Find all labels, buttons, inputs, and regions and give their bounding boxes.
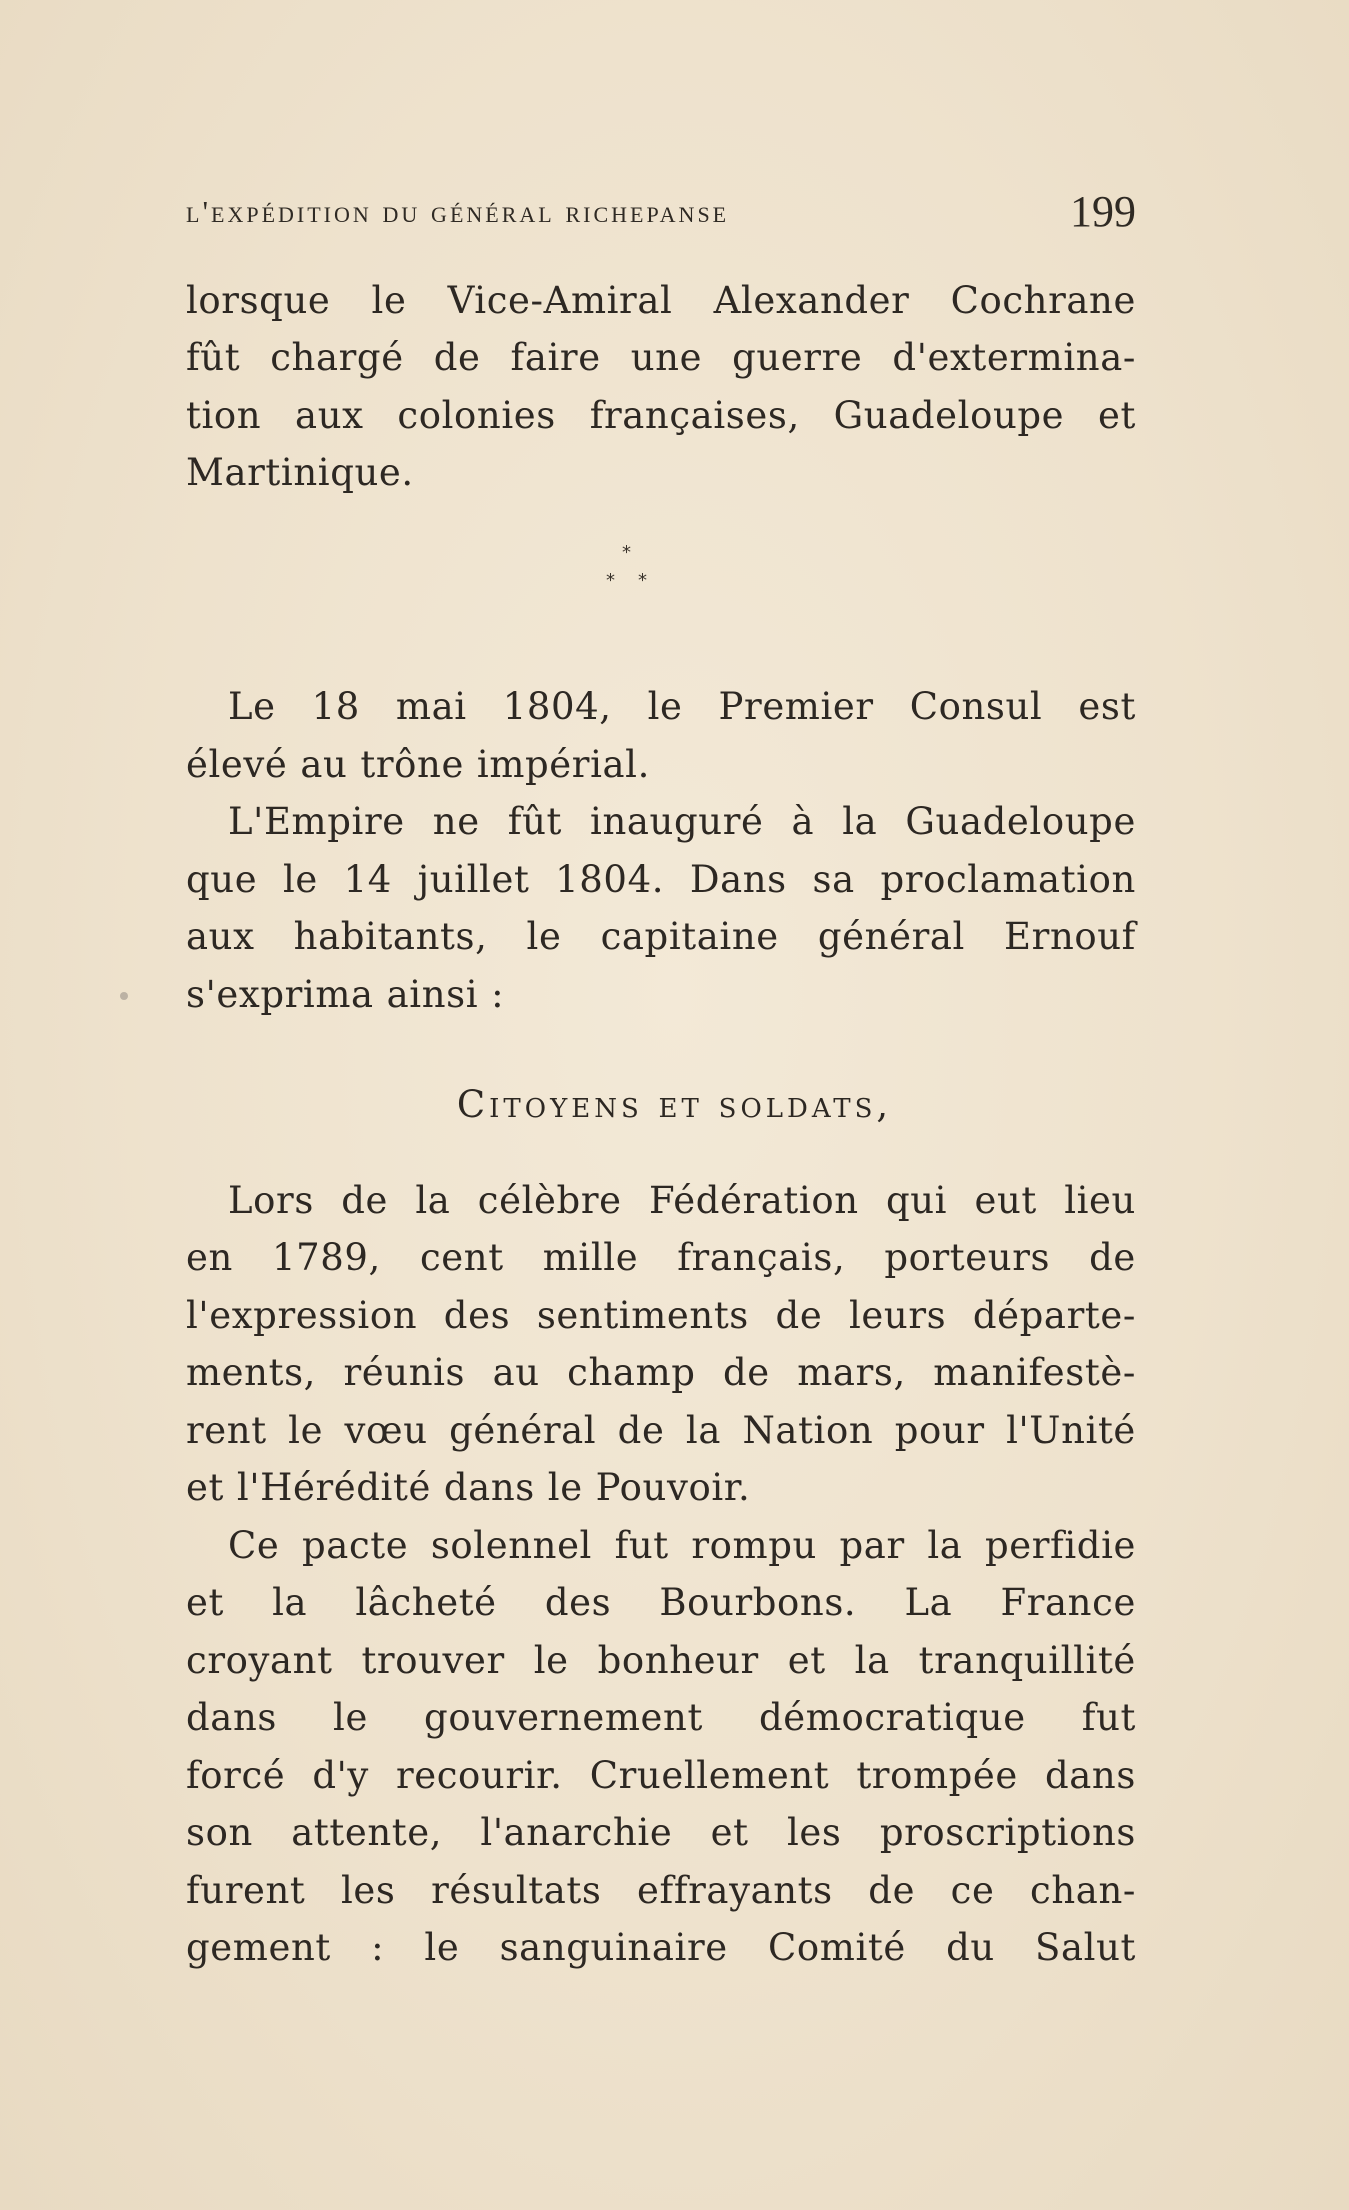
word: le (371, 279, 407, 322)
word: lorsque (186, 279, 331, 322)
word: dans (1044, 1754, 1136, 1797)
word: Nation (742, 1409, 874, 1452)
word: la (415, 1179, 451, 1222)
word: mars, (797, 1351, 906, 1394)
word: cent (419, 1236, 504, 1279)
word: s'exprima (186, 973, 374, 1016)
text-line (186, 1453, 1136, 1509)
word: rent (186, 1409, 267, 1452)
word: la (854, 1639, 890, 1682)
text-line (186, 730, 1136, 786)
word: le (288, 1409, 324, 1452)
word: dans (443, 1466, 535, 1509)
word: son (186, 1811, 253, 1854)
word: de (1089, 1236, 1136, 1279)
word: ne (432, 800, 480, 843)
text-line (186, 1396, 1136, 1452)
text-line (186, 1741, 1136, 1797)
word: au (492, 1351, 540, 1394)
word: du (946, 1926, 995, 1969)
word: de (868, 1869, 916, 1912)
word: Consul (909, 685, 1043, 728)
word: Salut (1035, 1926, 1136, 1969)
word: par (839, 1524, 905, 1567)
word: Pouvoir. (595, 1466, 751, 1509)
word: effrayants (637, 1869, 833, 1912)
word: aux (295, 394, 364, 437)
word: élevé (186, 743, 288, 786)
word: proclamation (880, 858, 1136, 901)
word: chan- (1030, 1869, 1136, 1912)
word: est (1078, 685, 1136, 728)
word: vœu (344, 1409, 428, 1452)
page-number: 199 (1070, 187, 1136, 236)
word: eut (974, 1179, 1037, 1222)
running-title: l'expédition du général richepanse (186, 194, 730, 229)
word: fût (507, 800, 562, 843)
text-line (186, 845, 1136, 901)
word: Guadeloupe (905, 800, 1136, 843)
word: et (186, 1581, 224, 1624)
word: les (340, 1869, 396, 1912)
text-line (186, 960, 1136, 1016)
word: lieu (1064, 1179, 1136, 1222)
word: tion (186, 394, 262, 437)
word: leurs (848, 1294, 947, 1337)
text-line (186, 323, 1136, 379)
word: qui (885, 1179, 948, 1222)
word: démocratique (758, 1696, 1026, 1739)
word: dans (186, 1696, 277, 1739)
word: Vice-Amiral (447, 279, 673, 322)
word: d'y (312, 1754, 369, 1797)
word: juillet (417, 858, 530, 901)
word: capitaine (600, 915, 779, 958)
word: à (791, 800, 815, 843)
word: au (300, 743, 348, 786)
word: perfidie (984, 1524, 1136, 1567)
word: impérial. (476, 743, 650, 786)
word: de (433, 336, 481, 379)
word: 1789, (271, 1236, 381, 1279)
text-line (186, 1626, 1136, 1682)
word: de (341, 1179, 389, 1222)
word: résultats (431, 1869, 602, 1912)
word: L'Empire (228, 800, 405, 843)
word: Comité (767, 1926, 906, 1969)
word: Guadeloupe (833, 394, 1065, 437)
word: départe- (972, 1294, 1136, 1337)
word: Ce (228, 1524, 280, 1567)
word: 1804, (502, 685, 612, 728)
word: une (630, 336, 703, 379)
word: des (544, 1581, 612, 1624)
word: forcé (186, 1754, 286, 1797)
word: guerre (732, 336, 863, 379)
text-line (228, 672, 1136, 728)
word: Cruellement (589, 1754, 830, 1797)
word: sa (812, 858, 855, 901)
text-line (228, 1166, 1136, 1222)
word: France (1000, 1581, 1136, 1624)
word: d'extermina- (892, 336, 1136, 379)
star-ornament: * (622, 542, 631, 563)
word: et (186, 1466, 224, 1509)
word: général (817, 915, 965, 958)
word: sentiments (536, 1294, 749, 1337)
text-line (186, 1281, 1136, 1337)
word: furent (186, 1869, 306, 1912)
text-line (186, 1798, 1136, 1854)
word: croyant (186, 1639, 333, 1682)
word: la (927, 1524, 963, 1567)
word: réunis (343, 1351, 466, 1394)
word: fût (186, 336, 241, 379)
word: le (333, 1696, 368, 1739)
word: bonheur (597, 1639, 759, 1682)
word: gement (186, 1926, 331, 1969)
word: attente, (291, 1811, 443, 1854)
word: le (424, 1926, 460, 1969)
text-line (186, 1223, 1136, 1279)
word: la (685, 1409, 721, 1452)
word: Premier (718, 685, 874, 728)
word: le (526, 915, 562, 958)
word: trompée (856, 1754, 1018, 1797)
word: solennel (430, 1524, 592, 1567)
word: proscriptions (879, 1811, 1136, 1854)
word: et (1098, 394, 1136, 437)
word: la (272, 1581, 308, 1624)
word: de (617, 1409, 665, 1452)
text-line (186, 1683, 1136, 1739)
word: pour (894, 1409, 985, 1452)
word: et (787, 1639, 826, 1682)
word: l'expression (186, 1294, 418, 1337)
running-head (186, 186, 1136, 236)
word: La (904, 1581, 953, 1624)
word: trouver (361, 1639, 505, 1682)
salutation-heading: Citoyens et soldats, (456, 1083, 893, 1126)
word: Alexander (713, 279, 910, 322)
word: ments, (186, 1351, 317, 1394)
word: que (186, 858, 258, 901)
text-line (186, 438, 1136, 494)
word: Le (228, 685, 276, 728)
text-line (186, 266, 1136, 322)
paper-speck (120, 992, 128, 1000)
word: Ernouf (1004, 915, 1136, 958)
word: Bourbons. (659, 1581, 857, 1624)
word: chargé (270, 336, 404, 379)
word: pacte (302, 1524, 409, 1567)
star-ornament: * (606, 570, 615, 591)
word: recourir. (395, 1754, 563, 1797)
text-line (186, 1568, 1136, 1624)
word: : (491, 973, 505, 1016)
word: aux (186, 915, 255, 958)
word: le (647, 685, 683, 728)
word: l'Unité (1006, 1409, 1136, 1452)
word: l'anarchie (480, 1811, 673, 1854)
word: la (842, 800, 878, 843)
text-line (186, 381, 1136, 437)
word: Lors (228, 1179, 314, 1222)
word: Dans (689, 858, 787, 901)
word: lâcheté (355, 1581, 497, 1624)
word: rompu (691, 1524, 817, 1567)
word: des (443, 1294, 511, 1337)
word: Cochrane (950, 279, 1136, 322)
word: et (710, 1811, 749, 1854)
word: Martinique. (186, 451, 414, 494)
word: français, (677, 1236, 846, 1279)
word: en (186, 1236, 233, 1279)
word: 14 (343, 858, 392, 901)
word: champ (567, 1351, 696, 1394)
word: 1804. (555, 858, 665, 901)
word: : (371, 1926, 385, 1969)
word: trône (360, 743, 464, 786)
word: de (775, 1294, 823, 1337)
word: fut (614, 1524, 669, 1567)
text-line (186, 1338, 1136, 1394)
text-line (186, 902, 1136, 958)
word: le (282, 858, 318, 901)
word: fut (1081, 1696, 1136, 1739)
section-divider (600, 542, 700, 612)
word: manifestè- (933, 1351, 1136, 1394)
word: françaises, (589, 394, 800, 437)
text-line (228, 1511, 1136, 1567)
text-line (186, 1913, 1136, 1969)
word: inauguré (590, 800, 764, 843)
word: mille (542, 1236, 639, 1279)
word: tranquillité (918, 1639, 1136, 1682)
word: Fédération (648, 1179, 859, 1222)
word: de (723, 1351, 770, 1394)
text-line (186, 1856, 1136, 1912)
word: les (786, 1811, 842, 1854)
word: habitants, (293, 915, 488, 958)
word: mai (395, 685, 467, 728)
word: colonies (397, 394, 556, 437)
word: ce (950, 1869, 995, 1912)
word: le (547, 1466, 583, 1509)
word: gouvernement (424, 1696, 703, 1739)
word: 18 (311, 685, 360, 728)
word: faire (510, 336, 601, 379)
word: célèbre (477, 1179, 622, 1222)
word: le (533, 1639, 569, 1682)
text-line (228, 787, 1136, 843)
word: porteurs (884, 1236, 1051, 1279)
word: général (449, 1409, 597, 1452)
word: sanguinaire (499, 1926, 728, 1969)
star-ornament: * (638, 570, 647, 591)
word: l'Hérédité (236, 1466, 431, 1509)
word: ainsi (386, 973, 479, 1016)
